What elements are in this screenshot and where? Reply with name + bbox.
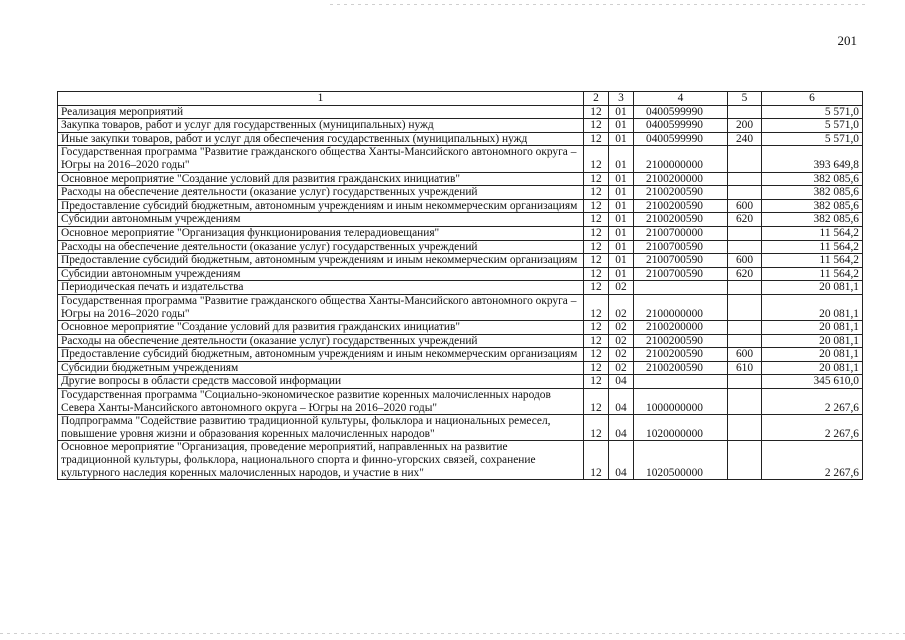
cell-subsection: 02: [609, 348, 634, 362]
cell-subsection: 01: [609, 119, 634, 133]
cell-expense-type: [728, 146, 762, 172]
cell-subsection: 04: [609, 441, 634, 480]
cell-expense-type: 600: [728, 254, 762, 268]
cell-section: 12: [584, 119, 609, 133]
table-row: [58, 146, 863, 172]
cell-name: Основное мероприятие "Организация функционирования телерадиовещания": [58, 226, 584, 240]
cell-subsection: 02: [609, 321, 634, 335]
cell-section: 12: [584, 254, 609, 268]
cell-section: 12: [584, 321, 609, 335]
cell-expense-type: 200: [728, 119, 762, 133]
cell-subsection: 01: [609, 199, 634, 213]
cell-section: 12: [584, 132, 609, 146]
table-row: [58, 240, 863, 254]
cell-section: 12: [584, 441, 609, 480]
cell-name: Государственная программа "Развитие гражданского общества Ханты-Мансийского автономного округа – Югры на 2016–2020 годы": [58, 146, 584, 172]
cell-section: 12: [584, 361, 609, 375]
cell-target-article: 2100000000: [634, 146, 728, 172]
cell-subsection: 01: [609, 226, 634, 240]
cell-subsection: 01: [609, 132, 634, 146]
cell-target-article: 2100700590: [634, 254, 728, 268]
cell-subsection: 02: [609, 294, 634, 320]
budget-table: [57, 91, 863, 480]
cell-name: Государственная программа "Социально-экономическое развитие коренных малочисленных народов Севера Ханты-Мансийского автономного округа – Югры на 2016–2020 годы": [58, 389, 584, 415]
cell-amount: 5 571,0: [762, 119, 863, 133]
cell-amount: 20 081,1: [762, 321, 863, 335]
cell-subsection: 02: [609, 361, 634, 375]
table-row: [58, 415, 863, 441]
cell-expense-type: [728, 389, 762, 415]
cell-subsection: 01: [609, 172, 634, 186]
cell-target-article: 2100200000: [634, 321, 728, 335]
cell-name: Предоставление субсидий бюджетным, автономным учреждениям и иным некоммерческим организациям: [58, 199, 584, 213]
cell-name: Другие вопросы в области средств массовой информации: [58, 375, 584, 389]
cell-subsection: 04: [609, 389, 634, 415]
cell-amount: 345 610,0: [762, 375, 863, 389]
cell-name: Основное мероприятие "Создание условий для развития гражданских инициатив": [58, 321, 584, 335]
cell-target-article: 0400599990: [634, 119, 728, 133]
table-row: [58, 132, 863, 146]
cell-name: Субсидии бюджетным учреждениям: [58, 361, 584, 375]
cell-amount: 20 081,1: [762, 294, 863, 320]
cell-section: 12: [584, 199, 609, 213]
cell-section: 12: [584, 281, 609, 295]
table-row: [58, 105, 863, 119]
cell-target-article: 2100200590: [634, 213, 728, 227]
cell-target-article: 0400599990: [634, 105, 728, 119]
cell-expense-type: [728, 334, 762, 348]
cell-target-article: 2100700000: [634, 226, 728, 240]
cell-section: 12: [584, 334, 609, 348]
cell-section: 12: [584, 389, 609, 415]
cell-target-article: 2100700590: [634, 240, 728, 254]
cell-target-article: 2100200590: [634, 348, 728, 362]
cell-section: 12: [584, 415, 609, 441]
cell-name: Предоставление субсидий бюджетным, автономным учреждениям и иным некоммерческим организациям: [58, 254, 584, 268]
cell-target-article: [634, 281, 728, 295]
table-row: [58, 172, 863, 186]
cell-expense-type: [728, 294, 762, 320]
cell-expense-type: [728, 375, 762, 389]
table-row: [58, 119, 863, 133]
cell-name: Периодическая печать и издательства: [58, 281, 584, 295]
table-row: [58, 281, 863, 295]
cell-expense-type: [728, 172, 762, 186]
table-row: [58, 361, 863, 375]
cell-subsection: 01: [609, 146, 634, 172]
table-row: [58, 375, 863, 389]
cell-amount: 382 085,6: [762, 172, 863, 186]
cell-target-article: 2100200590: [634, 199, 728, 213]
cell-name: Подпрограмма "Содействие развитию традиционной культуры, фольклора и национальных ремесел, повышение уровня жизни и образования коренных малочисленных народов": [58, 415, 584, 441]
table-row: [58, 348, 863, 362]
cell-amount: 2 267,6: [762, 441, 863, 480]
cell-target-article: [634, 375, 728, 389]
cell-name: Основное мероприятие "Создание условий для развития гражданских инициатив": [58, 172, 584, 186]
cell-section: 12: [584, 186, 609, 200]
table-row: [58, 294, 863, 320]
cell-amount: 382 085,6: [762, 199, 863, 213]
cell-subsection: 01: [609, 186, 634, 200]
table-row: [58, 213, 863, 227]
cell-expense-type: [728, 281, 762, 295]
cell-name: Расходы на обеспечение деятельности (оказание услуг) государственных учреждений: [58, 334, 584, 348]
cell-section: 12: [584, 375, 609, 389]
cell-name: Государственная программа "Развитие гражданского общества Ханты-Мансийского автономного округа – Югры на 2016–2020 годы": [58, 294, 584, 320]
cell-section: 12: [584, 240, 609, 254]
cell-expense-type: [728, 186, 762, 200]
cell-target-article: 1020500000: [634, 441, 728, 480]
scan-artifact-top: [330, 4, 865, 5]
column-header-target-article: 4: [634, 92, 728, 106]
cell-section: 12: [584, 226, 609, 240]
cell-target-article: 0400599990: [634, 132, 728, 146]
cell-subsection: 01: [609, 105, 634, 119]
cell-expense-type: 620: [728, 267, 762, 281]
cell-section: 12: [584, 267, 609, 281]
cell-expense-type: 620: [728, 213, 762, 227]
cell-amount: 11 564,2: [762, 226, 863, 240]
cell-name: Основное мероприятие "Организация, проведение мероприятий, направленных на развитие традиционной культуры, фольклора, национального спорта и финно-угорских связей, сохранение культурного наследия коренных малочисленных народов, и участие в них": [58, 441, 584, 480]
page-number: 201: [837, 33, 857, 48]
cell-name: Предоставление субсидий бюджетным, автономным учреждениям и иным некоммерческим организациям: [58, 348, 584, 362]
table-row: [58, 267, 863, 281]
cell-amount: 382 085,6: [762, 186, 863, 200]
cell-target-article: 2100200590: [634, 361, 728, 375]
cell-amount: 393 649,8: [762, 146, 863, 172]
cell-target-article: 1020000000: [634, 415, 728, 441]
cell-expense-type: [728, 415, 762, 441]
cell-section: 12: [584, 294, 609, 320]
table-header-row: [58, 92, 863, 106]
cell-target-article: 2100200590: [634, 334, 728, 348]
cell-expense-type: 240: [728, 132, 762, 146]
cell-subsection: 04: [609, 375, 634, 389]
cell-name: Расходы на обеспечение деятельности (оказание услуг) государственных учреждений: [58, 186, 584, 200]
cell-name: Расходы на обеспечение деятельности (оказание услуг) государственных учреждений: [58, 240, 584, 254]
cell-target-article: 1000000000: [634, 389, 728, 415]
cell-target-article: 2100200590: [634, 186, 728, 200]
table-row: [58, 441, 863, 480]
cell-target-article: 2100000000: [634, 294, 728, 320]
cell-amount: 5 571,0: [762, 105, 863, 119]
cell-target-article: 2100700590: [634, 267, 728, 281]
cell-section: 12: [584, 348, 609, 362]
cell-name: Закупка товаров, работ и услуг для государственных (муниципальных) нужд: [58, 119, 584, 133]
column-header-amount: 6: [762, 92, 863, 106]
cell-amount: 2 267,6: [762, 415, 863, 441]
cell-amount: 11 564,2: [762, 240, 863, 254]
cell-section: 12: [584, 172, 609, 186]
cell-amount: 20 081,1: [762, 361, 863, 375]
cell-amount: 20 081,1: [762, 348, 863, 362]
cell-amount: 20 081,1: [762, 281, 863, 295]
cell-name: Субсидии автономным учреждениям: [58, 267, 584, 281]
column-header-subsection: 3: [609, 92, 634, 106]
table-row: [58, 186, 863, 200]
cell-name: Иные закупки товаров, работ и услуг для обеспечения государственных (муниципальных) нужд: [58, 132, 584, 146]
table-row: [58, 199, 863, 213]
column-header-name: 1: [58, 92, 584, 106]
cell-expense-type: [728, 441, 762, 480]
cell-target-article: 2100200000: [634, 172, 728, 186]
cell-expense-type: [728, 105, 762, 119]
cell-subsection: 04: [609, 415, 634, 441]
cell-expense-type: [728, 321, 762, 335]
cell-subsection: 01: [609, 254, 634, 268]
cell-subsection: 01: [609, 213, 634, 227]
cell-subsection: 02: [609, 281, 634, 295]
cell-subsection: 01: [609, 240, 634, 254]
table-row: [58, 389, 863, 415]
cell-section: 12: [584, 146, 609, 172]
cell-expense-type: 600: [728, 348, 762, 362]
column-header-section: 2: [584, 92, 609, 106]
table-body: [58, 105, 863, 480]
cell-subsection: 01: [609, 267, 634, 281]
table-row: [58, 254, 863, 268]
cell-section: 12: [584, 213, 609, 227]
table-row: [58, 321, 863, 335]
cell-name: Субсидии автономным учреждениям: [58, 213, 584, 227]
cell-amount: 20 081,1: [762, 334, 863, 348]
cell-amount: 382 085,6: [762, 213, 863, 227]
scan-artifact-bottom: [0, 633, 905, 634]
cell-amount: 11 564,2: [762, 267, 863, 281]
table-row: [58, 334, 863, 348]
cell-expense-type: [728, 240, 762, 254]
column-header-expense-type: 5: [728, 92, 762, 106]
cell-expense-type: 600: [728, 199, 762, 213]
cell-amount: 2 267,6: [762, 389, 863, 415]
cell-subsection: 02: [609, 334, 634, 348]
cell-expense-type: [728, 226, 762, 240]
cell-amount: 5 571,0: [762, 132, 863, 146]
cell-expense-type: 610: [728, 361, 762, 375]
cell-amount: 11 564,2: [762, 254, 863, 268]
cell-name: Реализация мероприятий: [58, 105, 584, 119]
cell-section: 12: [584, 105, 609, 119]
table-row: [58, 226, 863, 240]
